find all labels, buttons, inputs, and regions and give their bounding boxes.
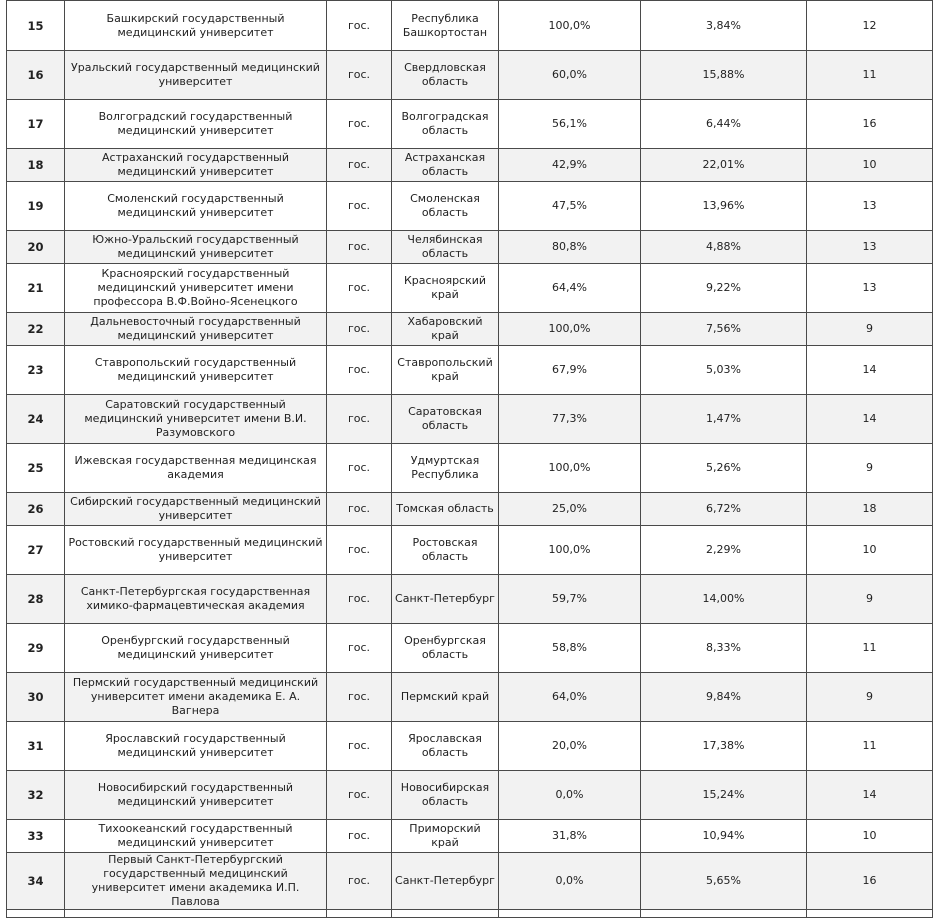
percent-value: 64,0% xyxy=(499,673,641,722)
table-row xyxy=(7,51,933,100)
row-number: 16 xyxy=(7,51,65,100)
row-number: 20 xyxy=(7,231,65,264)
ownership-type: гос. xyxy=(327,722,392,771)
region: Санкт-Петербург xyxy=(392,853,499,910)
count-value: 13 xyxy=(807,182,933,231)
table-row-partial xyxy=(7,910,933,918)
ownership-type: гос. xyxy=(327,51,392,100)
percent-value: 31,8% xyxy=(499,820,641,853)
count-value: 16 xyxy=(807,100,933,149)
ownership-type: гос. xyxy=(327,444,392,493)
university-name: Ярославский государственный медицинский университет xyxy=(65,722,327,771)
region: Ростовская область xyxy=(392,526,499,575)
row-number: 27 xyxy=(7,526,65,575)
share-value: 17,38% xyxy=(641,722,807,771)
ownership-type: гос. xyxy=(327,149,392,182)
table-row xyxy=(7,575,933,624)
empty-cell xyxy=(65,910,327,918)
table-row xyxy=(7,346,933,395)
university-name: Ростовский государственный медицинский университет xyxy=(65,526,327,575)
region: Ярославская область xyxy=(392,722,499,771)
ownership-type: гос. xyxy=(327,673,392,722)
empty-cell xyxy=(807,910,933,918)
percent-value: 56,1% xyxy=(499,100,641,149)
university-name: Уральский государственный медицинский университет xyxy=(65,51,327,100)
region: Ставропольский край xyxy=(392,346,499,395)
ownership-type: гос. xyxy=(327,264,392,313)
share-value: 10,94% xyxy=(641,820,807,853)
university-name: Смоленский государственный медицинский университет xyxy=(65,182,327,231)
row-number: 15 xyxy=(7,1,65,51)
percent-value: 77,3% xyxy=(499,395,641,444)
share-value: 1,47% xyxy=(641,395,807,444)
row-number: 18 xyxy=(7,149,65,182)
table-row xyxy=(7,526,933,575)
share-value: 15,88% xyxy=(641,51,807,100)
university-name: Дальневосточный государственный медицинский университет xyxy=(65,313,327,346)
count-value: 9 xyxy=(807,673,933,722)
region: Красноярский край xyxy=(392,264,499,313)
table-row xyxy=(7,493,933,526)
ownership-type: гос. xyxy=(327,820,392,853)
ownership-type: гос. xyxy=(327,575,392,624)
empty-cell xyxy=(327,910,392,918)
row-number: 25 xyxy=(7,444,65,493)
table-row xyxy=(7,395,933,444)
region: Пермский край xyxy=(392,673,499,722)
share-value: 4,88% xyxy=(641,231,807,264)
row-number: 24 xyxy=(7,395,65,444)
ownership-type: гос. xyxy=(327,395,392,444)
empty-cell xyxy=(392,910,499,918)
university-name: Сибирский государственный медицинский университет xyxy=(65,493,327,526)
region: Волгоградская область xyxy=(392,100,499,149)
percent-value: 0,0% xyxy=(499,853,641,910)
region: Астраханская область xyxy=(392,149,499,182)
percent-value: 80,8% xyxy=(499,231,641,264)
row-number: 31 xyxy=(7,722,65,771)
region: Удмуртская Республика xyxy=(392,444,499,493)
share-value: 13,96% xyxy=(641,182,807,231)
ownership-type: гос. xyxy=(327,624,392,673)
table-row xyxy=(7,722,933,771)
percent-value: 64,4% xyxy=(499,264,641,313)
region: Республика Башкортостан xyxy=(392,1,499,51)
region: Приморский край xyxy=(392,820,499,853)
row-number: 17 xyxy=(7,100,65,149)
row-number: 23 xyxy=(7,346,65,395)
percent-value: 67,9% xyxy=(499,346,641,395)
table-row xyxy=(7,820,933,853)
share-value: 6,44% xyxy=(641,100,807,149)
ownership-type: гос. xyxy=(327,853,392,910)
count-value: 11 xyxy=(807,624,933,673)
row-number: 29 xyxy=(7,624,65,673)
ownership-type: гос. xyxy=(327,100,392,149)
row-number: 21 xyxy=(7,264,65,313)
percent-value: 100,0% xyxy=(499,444,641,493)
region: Свердловская область xyxy=(392,51,499,100)
ownership-type: гос. xyxy=(327,771,392,820)
percent-value: 47,5% xyxy=(499,182,641,231)
share-value: 14,00% xyxy=(641,575,807,624)
university-name: Астраханский государственный медицинский университет xyxy=(65,149,327,182)
percent-value: 0,0% xyxy=(499,771,641,820)
university-name: Санкт-Петербургская государственная химико-фармацевтическая академия xyxy=(65,575,327,624)
count-value: 9 xyxy=(807,575,933,624)
ownership-type: гос. xyxy=(327,526,392,575)
university-name: Новосибирский государственный медицинский университет xyxy=(65,771,327,820)
percent-value: 25,0% xyxy=(499,493,641,526)
university-name: Волгоградский государственный медицинский университет xyxy=(65,100,327,149)
count-value: 10 xyxy=(807,526,933,575)
region: Новосибирская область xyxy=(392,771,499,820)
universities-table xyxy=(6,0,933,918)
university-name: Оренбургский государственный медицинский университет xyxy=(65,624,327,673)
table-row xyxy=(7,853,933,910)
count-value: 10 xyxy=(807,149,933,182)
region: Хабаровский край xyxy=(392,313,499,346)
count-value: 11 xyxy=(807,51,933,100)
share-value: 6,72% xyxy=(641,493,807,526)
table-row xyxy=(7,264,933,313)
count-value: 18 xyxy=(807,493,933,526)
row-number: 26 xyxy=(7,493,65,526)
row-number: 34 xyxy=(7,853,65,910)
count-value: 13 xyxy=(807,264,933,313)
share-value: 5,65% xyxy=(641,853,807,910)
share-value: 5,03% xyxy=(641,346,807,395)
region: Оренбургская область xyxy=(392,624,499,673)
percent-value: 59,7% xyxy=(499,575,641,624)
region: Томская область xyxy=(392,493,499,526)
share-value: 22,01% xyxy=(641,149,807,182)
table-row xyxy=(7,673,933,722)
ownership-type: гос. xyxy=(327,346,392,395)
table-row xyxy=(7,624,933,673)
table-row xyxy=(7,100,933,149)
table-row xyxy=(7,182,933,231)
university-name: Южно-Уральский государственный медицинский университет xyxy=(65,231,327,264)
percent-value: 60,0% xyxy=(499,51,641,100)
region: Челябинская область xyxy=(392,231,499,264)
percent-value: 42,9% xyxy=(499,149,641,182)
university-name: Башкирский государственный медицинский университет xyxy=(65,1,327,51)
share-value: 9,22% xyxy=(641,264,807,313)
university-name: Тихоокеанский государственный медицинский университет xyxy=(65,820,327,853)
table-row xyxy=(7,231,933,264)
percent-value: 20,0% xyxy=(499,722,641,771)
percent-value: 100,0% xyxy=(499,1,641,51)
row-number: 30 xyxy=(7,673,65,722)
row-number: 22 xyxy=(7,313,65,346)
share-value: 3,84% xyxy=(641,1,807,51)
share-value: 7,56% xyxy=(641,313,807,346)
ownership-type: гос. xyxy=(327,313,392,346)
count-value: 11 xyxy=(807,722,933,771)
share-value: 15,24% xyxy=(641,771,807,820)
ownership-type: гос. xyxy=(327,1,392,51)
count-value: 9 xyxy=(807,444,933,493)
table-container xyxy=(6,0,932,918)
row-number: 33 xyxy=(7,820,65,853)
row-number: 32 xyxy=(7,771,65,820)
university-name: Ставропольский государственный медицинский университет xyxy=(65,346,327,395)
region: Санкт-Петербург xyxy=(392,575,499,624)
count-value: 14 xyxy=(807,771,933,820)
percent-value: 100,0% xyxy=(499,526,641,575)
university-name: Пермский государственный медицинский университет имени академика Е. А. Вагнера xyxy=(65,673,327,722)
count-value: 16 xyxy=(807,853,933,910)
empty-cell xyxy=(499,910,641,918)
university-name: Ижевская государственная медицинская академия xyxy=(65,444,327,493)
count-value: 12 xyxy=(807,1,933,51)
table-row xyxy=(7,313,933,346)
table-body xyxy=(7,1,933,918)
ownership-type: гос. xyxy=(327,231,392,264)
table-row xyxy=(7,771,933,820)
count-value: 10 xyxy=(807,820,933,853)
university-name: Красноярский государственный медицинский университет имени профессора В.Ф.Войно-Ясенецкого xyxy=(65,264,327,313)
count-value: 13 xyxy=(807,231,933,264)
region: Смоленская область xyxy=(392,182,499,231)
university-name: Саратовский государственный медицинский университет имени В.И. Разумовского xyxy=(65,395,327,444)
empty-cell xyxy=(7,910,65,918)
share-value: 8,33% xyxy=(641,624,807,673)
percent-value: 58,8% xyxy=(499,624,641,673)
count-value: 14 xyxy=(807,395,933,444)
share-value: 9,84% xyxy=(641,673,807,722)
count-value: 14 xyxy=(807,346,933,395)
table-row xyxy=(7,149,933,182)
ownership-type: гос. xyxy=(327,182,392,231)
table-row xyxy=(7,1,933,51)
share-value: 2,29% xyxy=(641,526,807,575)
count-value: 9 xyxy=(807,313,933,346)
share-value: 5,26% xyxy=(641,444,807,493)
university-name: Первый Санкт-Петербургский государственный медицинский университет имени академика И.П. Павлова xyxy=(65,853,327,910)
table-row xyxy=(7,444,933,493)
region: Саратовская область xyxy=(392,395,499,444)
row-number: 28 xyxy=(7,575,65,624)
ownership-type: гос. xyxy=(327,493,392,526)
empty-cell xyxy=(641,910,807,918)
row-number: 19 xyxy=(7,182,65,231)
percent-value: 100,0% xyxy=(499,313,641,346)
